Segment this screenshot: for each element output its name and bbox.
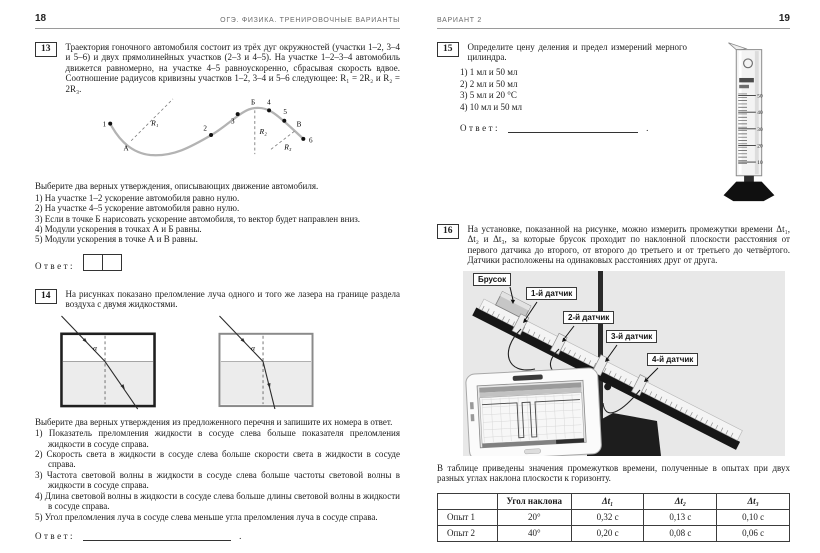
point-2-label: 2 [203, 124, 208, 133]
cylinder-highlight [739, 51, 742, 174]
point-5-dot [282, 119, 286, 123]
question-16-text: На установке, показанной на рисунке, можно измерить промежутки времени Δt₁, Δt₂ и Δt₃, за которые брусок проходит по наклонной плоскости расстояния от первого датчика до второго, от второго до третьего и от третьего до четвёртого. Датчики расположены на одинаковых расстояниях друг от друга. [467, 224, 790, 266]
measuring-cylinder [704, 37, 792, 205]
answer-suffix-15: . [646, 122, 649, 133]
answer-suffix-14: . [239, 531, 242, 542]
label-sensor-1: 1-й датчик [526, 287, 577, 300]
exp1-name: Опыт 1 [438, 509, 498, 525]
table-header-row [438, 493, 790, 509]
label-b: Б [251, 98, 256, 107]
label-sensor-4: 4-й датчик [647, 353, 698, 366]
exp1-dt2: 0,13 с [644, 509, 717, 525]
header-empty [438, 493, 498, 509]
question-15-answer [460, 123, 687, 133]
label-sensor-2: 2-й датчик [563, 311, 614, 324]
table-caption: В таблице приведены значения промежутков времени, полученные в опытах при двух разных углах наклона плоскости к горизонту. [437, 462, 790, 484]
question-14-number: 14 [35, 289, 57, 304]
liquid-left [63, 361, 153, 404]
exp2-dt3: 0,06 с [717, 525, 790, 541]
question-14 [35, 289, 400, 310]
cylinder-print-label [739, 78, 754, 82]
refraction-figures [49, 314, 400, 411]
radius-3-label: R₃ [284, 142, 292, 152]
point-6-label: 6 [309, 136, 313, 145]
question-14-option-2: 2) Скорость света в жидкости в сосуде слева больше скорости света в жидкости в сосуде справа. [35, 449, 400, 470]
trajectory-diagram [91, 97, 333, 175]
running-title-right: ВАРИАНТ 2 [437, 17, 482, 24]
question-15-text: Определите цену деления и предел измерений мерного цилиндра. [467, 42, 687, 63]
point-4-label: 4 [267, 98, 271, 107]
angle-alpha-right: α [251, 343, 256, 353]
question-14-option-3: 3) Частота световой волны в жидкости в сосуде слева больше частоты световой волны в жидкости в сосуде справа. [35, 469, 400, 491]
scale-40: 40 [757, 110, 763, 117]
question-14-text: На рисунках показано преломление луча одного и того же лазера на границе раздела воздуха с двумя жидкостями. [65, 288, 400, 310]
question-16 [437, 224, 790, 266]
point-6-dot [301, 137, 305, 141]
question-15-block [437, 42, 790, 220]
header-angle: Угол наклона [497, 493, 571, 509]
exp2-name: Опыт 2 [438, 525, 498, 541]
page-left [35, 0, 400, 541]
scale-30: 30 [757, 126, 763, 133]
answer-line-15 [508, 123, 638, 133]
question-13-number: 13 [35, 42, 57, 57]
point-1-dot [108, 122, 112, 126]
page-number-right: 19 [778, 13, 790, 24]
logger-button-2 [471, 414, 475, 421]
point-3-dot [236, 112, 240, 116]
exp1-dt3: 0,10 с [717, 509, 790, 525]
results-table [437, 493, 790, 542]
label-v: В [296, 120, 302, 129]
question-13-option-5: 5) Модули ускорения в точке А и В равны. [35, 234, 198, 245]
question-15-option-2: 2) 2 мл и 50 мл [460, 78, 518, 89]
answer-label-14: Ответ: [35, 531, 76, 542]
page-header-left [35, 13, 400, 29]
logger-button-1 [470, 402, 474, 409]
question-14-option-5: 5) Угол преломления луча в сосуде слева меньше угла преломления луча в сосуде справа. [35, 511, 378, 522]
answer-box-1 [83, 254, 103, 271]
page-number-left: 18 [35, 13, 47, 24]
header-dt1: Δt₁ [571, 493, 644, 509]
question-14-prompt: Выберите два верных утверждения из предложенного перечня и запишите их номера в ответ. [35, 416, 393, 427]
header-dt2: Δt₂ [644, 493, 717, 509]
radius-3-line [271, 130, 296, 149]
question-14-answer [35, 531, 400, 541]
page-right [437, 0, 790, 542]
answer-boxes-13 [83, 254, 122, 271]
question-15-option-1: 1) 1 мл и 50 мл [460, 66, 518, 77]
exp1-angle: 20° [497, 509, 571, 525]
data-logger [465, 367, 601, 455]
question-13-option-1: 1) На участке 1–2 ускорение автомобиля равно нулю. [35, 192, 240, 203]
question-15-option-3: 3) 5 мл и 20 °С [460, 90, 517, 101]
setup-photo-drawing [463, 271, 785, 456]
question-13-option-2: 2) На участке 4–5 ускорение автомобиля равно нулю. [35, 203, 240, 214]
table-row-experiment-1 [438, 509, 790, 525]
question-13-prompt: Выберите два верных утверждения, описывающих движение автомобиля. [35, 181, 319, 192]
cylinder-stem [744, 176, 754, 183]
question-13-answer [35, 254, 400, 271]
question-14-option-4: 4) Длина световой волны в жидкости в сосуде слева больше длины световой волны в жидкости в сосуде справа. [35, 490, 400, 512]
refraction-figure-left [49, 314, 167, 411]
header-dt3: Δt₃ [717, 493, 790, 509]
label-a: А [123, 144, 129, 153]
question-13-options [35, 193, 400, 245]
label-sensor-3: 3-й датчик [606, 330, 657, 343]
cylinder-base [724, 182, 775, 202]
logger-home-button [524, 448, 540, 453]
point-2-dot [209, 133, 213, 137]
cylinder-print-label-2 [739, 85, 749, 88]
scale-10: 10 [757, 160, 763, 167]
page-header-right [437, 13, 790, 29]
question-14-options [35, 428, 400, 522]
exp1-dt1: 0,32 с [571, 509, 644, 525]
setup-photo [463, 271, 785, 456]
label-block: Брусок [473, 273, 511, 286]
table-row-experiment-2 [438, 525, 790, 541]
scale-50: 50 [757, 93, 763, 100]
angle-alpha-left: α [93, 343, 98, 353]
exp2-angle: 40° [497, 525, 571, 541]
answer-label-13: Ответ: [35, 260, 76, 271]
radius-2-label: R₂ [259, 127, 267, 137]
question-13 [35, 42, 400, 94]
question-13-option-4: 4) Модули ускорения в точках А и Б равны. [35, 223, 202, 234]
scale-20: 20 [757, 143, 763, 150]
exp2-dt1: 0,20 с [571, 525, 644, 541]
question-15 [437, 42, 687, 63]
question-13-text: Траектория гоночного автомобиля состоит из трёх дуг окружностей (участки 1–2, 3–4 и 5–6) и двух прямолинейных участков (2–3 и 4–5). На участке 1–2–3–4 автомобиль движется равномерно, на участке 4–5 равноускоренно, сбрасывая скорость вдвое. Соотношение радиусов кривизны участков 1–2, 3–4 и 5–6 следующее: R₁ = 2R₂ и R₂ = 2R₃. [65, 42, 400, 94]
running-title-left: ОГЭ. ФИЗИКА. ТРЕНИРОВОЧНЫЕ ВАРИАНТЫ [220, 17, 400, 24]
answer-box-2 [102, 254, 122, 271]
answer-line-14 [83, 531, 231, 541]
question-15-option-4: 4) 10 мл и 50 мл [460, 101, 522, 112]
question-16-number: 16 [437, 224, 459, 239]
refraction-figure-right [207, 314, 325, 411]
question-15-options [460, 67, 687, 114]
radius-1-label: R₁ [151, 118, 159, 128]
question-15-number: 15 [437, 42, 459, 57]
liquid-right [221, 361, 311, 404]
point-1-label: 1 [102, 120, 107, 129]
exp2-dt2: 0,08 с [644, 525, 717, 541]
point-5-label: 5 [283, 108, 287, 117]
question-14-option-1: 1) Показатель преломления жидкости в сосуде слева больше показателя преломления жидкости в сосуде справа. [35, 428, 400, 449]
point-4-dot [267, 109, 271, 113]
answer-label-15: Ответ: [460, 122, 501, 133]
question-13-option-3: 3) Если в точке Б нарисовать ускорение автомобиля, то вектор будет направлен вниз. [35, 213, 361, 224]
point-3-label: 3 [231, 117, 235, 126]
